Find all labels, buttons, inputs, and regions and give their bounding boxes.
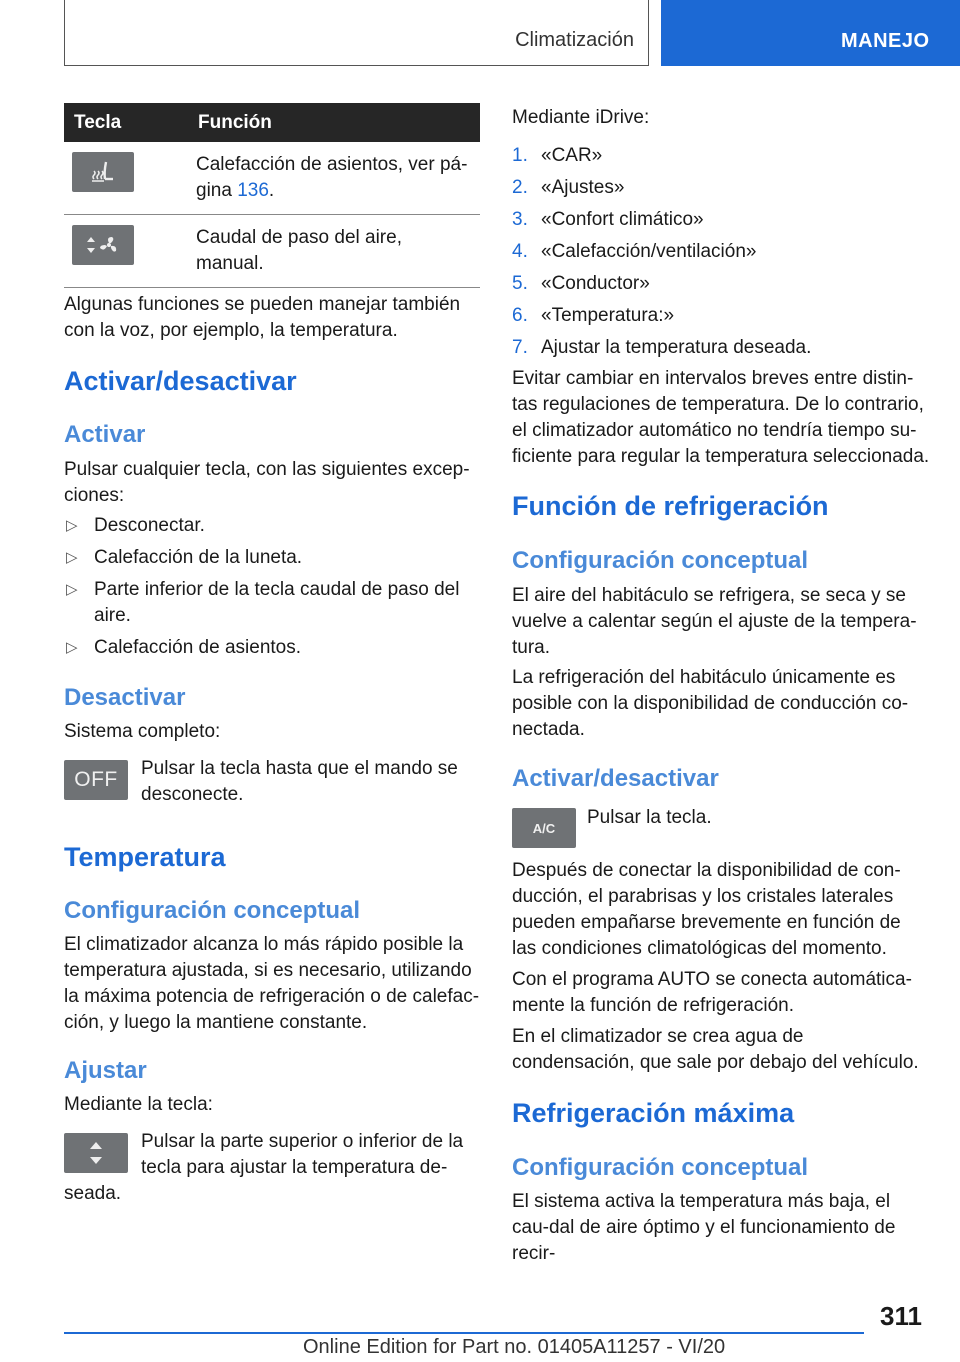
config2-paragraph-2: La refrigeración del habitáculo únicamente es posible con la disponibilidad de conducción co-nectada. (512, 667, 909, 740)
config2-paragraph-1: El aire del habitáculo se refrigera, se seca y se vuelve a calentar según el ajuste de la tempera-tura. (512, 585, 917, 658)
triangle-bullet-icon: ▷ (66, 549, 78, 566)
triangle-bullet-icon: ▷ (66, 517, 78, 534)
seat-heating-icon (72, 152, 134, 192)
list-item: 5. «Conductor» (512, 273, 650, 294)
heading-activar: Activar (64, 421, 146, 448)
list-item: ▷ Parte inferior de la tecla caudal de paso del aire. (66, 579, 460, 626)
table-cell-function: Caudal de paso del aire, manual. (188, 215, 480, 288)
off-key-icon: OFF (64, 760, 128, 800)
header-chapter-tab[interactable] (661, 0, 960, 66)
footer-divider (64, 1332, 864, 1334)
table-row (64, 215, 480, 288)
ac-key-icon: A/C (512, 808, 576, 848)
ac-key-paragraph: Pulsar la tecla. (587, 807, 712, 828)
list-item: 7. Ajustar la temperatura deseada. (512, 337, 812, 358)
list-item: 4. «Calefacción/ventilación» (512, 241, 757, 262)
list-item: 6. «Temperatura:» (512, 305, 675, 326)
heading-ajustar: Ajustar (64, 1057, 147, 1084)
heading-configuracion-conceptual-3: Configuración conceptual (512, 1154, 809, 1181)
table-header-row (64, 103, 480, 142)
header-section-box (64, 0, 649, 66)
list-item: 1. «CAR» (512, 145, 603, 166)
condensacion-paragraph: En el climatizador se crea agua de condensación, que sale por debajo del vehículo. (512, 1026, 919, 1073)
table-header-function: Función (188, 103, 480, 142)
list-item: ▷ Desconectar. (64, 513, 480, 539)
list-item: ▷ Calefacción de la luneta. (64, 545, 480, 571)
temperature-up-down-icon (64, 1133, 128, 1173)
ajustar-paragraph: Mediante la tecla: (64, 1094, 213, 1115)
table-header-key: Tecla (64, 103, 188, 142)
heading-refrigeracion-maxima: Refrigeración máxima (512, 1098, 795, 1128)
idrive-intro: Mediante iDrive: (512, 107, 650, 128)
page-number: 311 (880, 1301, 922, 1331)
heading-activar-desactivar-2: Activar/desactivar (512, 765, 719, 792)
auto-paragraph: Con el programa AUTO se conecta automática-mente la función de refrigeración. (512, 969, 912, 1016)
idrive-steps-list (512, 143, 930, 367)
header-chapter-label: MANEJO (841, 30, 930, 52)
page-reference-link[interactable]: 136 (237, 180, 269, 201)
footer-edition: Online Edition for Part no. 01405A11257 - VI/20 (303, 1336, 726, 1358)
heading-funcion-refrigeracion: Función de refrigeración (512, 491, 829, 521)
intro-paragraph: Algunas funciones se pueden manejar también con la voz, por ejemplo, la temperatura. (64, 294, 461, 341)
list-item: 2. «Ajustes» (512, 177, 625, 198)
list-item: 3. «Confort climático» (512, 209, 704, 230)
heading-temperatura: Temperatura (64, 842, 226, 872)
despues-paragraph: Después de conectar la disponibilidad de con-ducción, el parabrisas y los cristales laterales pueden empañarse brevemente en función de las condiciones climatológicas del momento. (512, 860, 901, 959)
ajustar-key-paragraph-cont: seada. (64, 1183, 122, 1204)
key-function-table (64, 103, 480, 288)
heading-activar-desactivar: Activar/desactivar (64, 366, 297, 396)
desactivar-paragraph: Sistema completo: (64, 721, 221, 742)
header-section-title: Climatización (515, 29, 634, 51)
table-cell-function: Calefacción de asientos, ver pá- gina 136. (188, 142, 480, 215)
triangle-bullet-icon: ▷ (66, 581, 78, 598)
ajustar-key-paragraph: Pulsar la parte superior o inferior de la tecla para ajustar la temperatura de- (141, 1131, 464, 1178)
activar-exceptions-list (64, 513, 480, 667)
fan-flow-icon (72, 225, 134, 265)
heading-configuracion-conceptual-2: Configuración conceptual (512, 547, 809, 574)
table-row (64, 142, 480, 215)
config3-paragraph: El sistema activa la temperatura más baja, el cau-dal de aire óptimo y el funcionamiento de recir- (512, 1191, 896, 1264)
config1-paragraph: El climatizador alcanza lo más rápido posible la temperatura ajustada, si es necesario, utilizando la máxima potencia de refrigeración o de calefac-ción, y luego la mantiene constante. (64, 934, 480, 1033)
heading-desactivar: Desactivar (64, 684, 186, 711)
list-item: ▷ Calefacción de asientos. (64, 635, 480, 661)
activar-paragraph: Pulsar cualquier tecla, con las siguientes excep-ciones: (64, 459, 470, 506)
evitar-paragraph: Evitar cambiar en intervalos breves entre distin-tas regulaciones de temperatura. De lo contrario, el climatizador automático no tendría tiempo su-ficiente para regular la temperatura seleccionada. (512, 368, 930, 467)
off-key-paragraph: Pulsar la tecla hasta que el mando se desconecte. (141, 758, 458, 805)
heading-configuracion-conceptual: Configuración conceptual (64, 897, 361, 924)
triangle-bullet-icon: ▷ (66, 639, 78, 656)
